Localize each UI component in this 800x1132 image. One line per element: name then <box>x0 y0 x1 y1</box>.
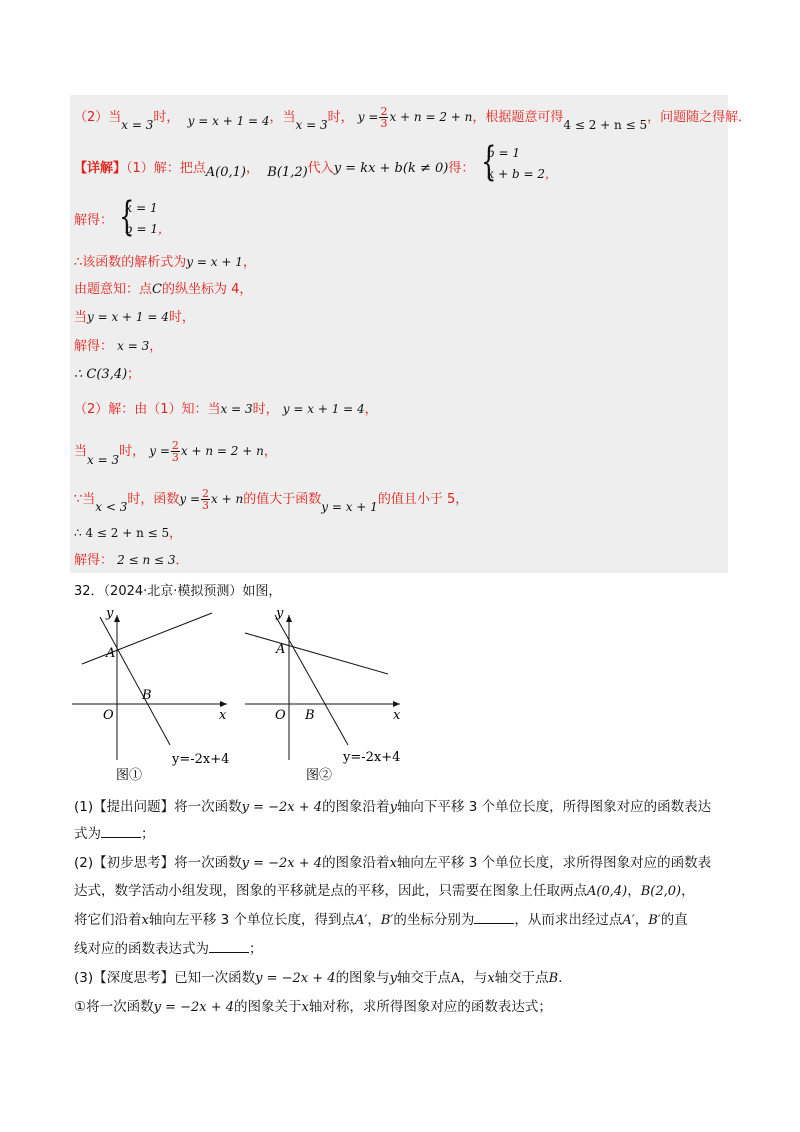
part2e-line: 解得： 2 ≤ n ≤ 3． <box>74 553 189 568</box>
question-2-line3: 将它们沿着x轴向左平移 3 个单位长度，得到点A′，B′的坐标分别为 ，从而求出经过点A′，B′的直 <box>74 912 688 928</box>
figure-1 <box>72 606 229 783</box>
fig1-point-b-label: B <box>142 688 152 703</box>
fig1-line-steep <box>100 617 170 745</box>
fig2-caption: 图② <box>306 768 333 783</box>
fig1-y-arrow <box>114 615 120 622</box>
question-2-line2: 达式，数学活动小组发现，图象的平移就是点的平移，因此，只需要在图象上任取两点A(0,4)，B(2,0)， <box>74 883 695 899</box>
line-x3: 解得： x = 3， <box>74 339 163 354</box>
part2c-line: ∵当x < 3时，函数y = $\frac{2}{3}$ x + n的值大于函数y = x + 1的值且小于 5， <box>74 487 469 514</box>
fig2-x-label: x <box>393 708 401 723</box>
fig2-point-b-label: B <box>305 708 315 723</box>
question-2-line4: 线对应的函数表达式为 ； <box>74 941 263 957</box>
solution-part2-intro: （2）当x = 3时， y = x + 1 = 4，当x = 3时， y = $\frac{2}{3}$ x + n = 2 + n，根据题意可得4 ≤ 2 + n ≤ 5，问题随之得解． <box>74 105 752 132</box>
system-brace-2: { <box>119 194 135 240</box>
fig1-caption: 图① <box>116 768 143 783</box>
solve1-label: 解得： <box>74 213 114 228</box>
fig2-line-label: y=-2x+4 <box>343 750 401 765</box>
fig2-x-arrow <box>393 701 400 707</box>
system-brace: { <box>481 139 497 185</box>
fig2-line-steep <box>275 615 348 745</box>
fig1-y-label: y <box>106 606 114 621</box>
figure-2 <box>245 606 401 783</box>
fig2-y-label: y <box>276 606 284 621</box>
part2b-line: 当x = 3时， y = $\frac{2}{3}$ x + n = 2 + n， <box>74 439 277 467</box>
fig1-line-label: y=-2x+4 <box>172 752 230 767</box>
fig1-x-label: x <box>219 708 227 723</box>
fig2-y-arrow <box>286 615 292 622</box>
question-1-line1: (1)【提出问题】将一次函数y = −2x + 4的图象沿着y轴向下平移 3 个单位长度，所得图象对应的函数表达 <box>74 799 712 815</box>
fig2-origin-label: O <box>275 708 286 723</box>
fig1-origin-label: O <box>103 708 114 723</box>
question-1-line2: 式为 ； <box>74 826 155 842</box>
question-header: 32．（2024·北京·模拟预测）如图， <box>74 584 282 599</box>
question-3-sub1: ①将一次函数y = −2x + 4的图象关于x轴对称，求所得图象对应的函数表达式； <box>74 999 552 1015</box>
fig2-line-shallow <box>245 633 388 674</box>
line-point-c: ∴ C(3,4)； <box>74 367 141 382</box>
question-2-line1: (2)【初步思考】将一次函数y = −2x + 4的图象沿着x轴向左平移 3 个单位长度，求所得图象对应的函数表 <box>74 855 712 871</box>
fig1-point-a-label: A <box>106 646 116 661</box>
part2d-line: ∴ 4 ≤ 2 + n ≤ 5， <box>74 526 183 541</box>
answer-blank-3[interactable] <box>209 940 249 953</box>
figure-graphs <box>0 595 800 795</box>
fig1-x-arrow <box>220 701 227 707</box>
answer-blank-2[interactable] <box>474 911 514 924</box>
answer-blank-1[interactable] <box>101 825 141 838</box>
question-3-line1: (3)【深度思考】已知一次函数y = −2x + 4的图象与y轴交于点A，与x轴交于点B． <box>74 970 572 986</box>
line-when: 当y = x + 1 = 4时， <box>74 310 195 325</box>
solution-detail-line: 【详解】（1）解：把点A(0,1)， B(1,2)代入y = kx + b(k ≠ 0)得： <box>74 161 475 180</box>
equation-system-2: k = 1 b = 1， <box>125 201 171 236</box>
line-analytic: ∴该函数的解析式为y = x + 1， <box>74 255 256 270</box>
part2-line: （2）解：由（1）知：当x = 3时， y = x + 1 = 4， <box>74 402 378 417</box>
equation-system-1: b = 1 k + b = 2， <box>487 146 557 181</box>
line-ordinate: 由题意知：点C的纵坐标为 4， <box>74 282 253 297</box>
fig2-point-a-label: A <box>276 642 286 657</box>
